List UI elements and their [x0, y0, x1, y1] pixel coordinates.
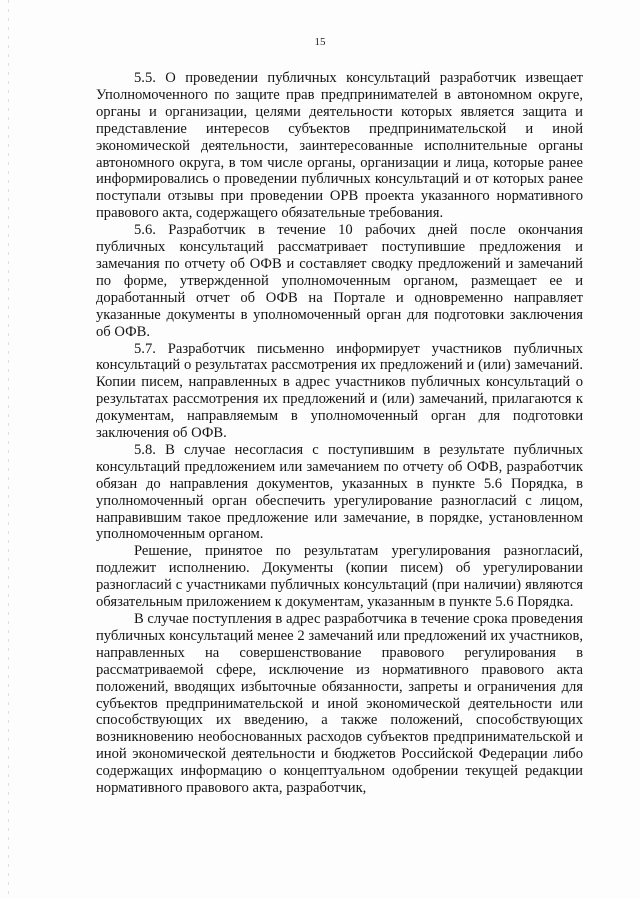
- paragraph-5-8: 5.8. В случае несогласия с поступившим в результате публичных консультаций предложением или замечанием по отчету об ОФВ, разработчик обязан до направления документов, указанных в пункте 5.6 Порядка, в уполномоченный орган обеспечить урегулирование разногласий с лицом, направившим такое предложение или замечание, в порядке, установленном уполномоченным органом.: [96, 441, 583, 543]
- paragraph-5-5: 5.5. О проведении публичных консультаций разработчик извещает Уполномоченного по защите прав предпринимателей в автономном округе, органы и организации, целями деятельности которых является защита и представление интересов субъектов предпринимательской и иной экономической деятельности, заинтересованные исполнительные органы автономного округа, в том числе органы, организации и лица, которые ранее информировались о проведении публичных консультаций и от которых ранее поступали отзывы при проведении ОРВ проекта указанного нормативного правового акта, содержащего обязательные требования.: [96, 70, 583, 222]
- document-body: [96, 70, 583, 797]
- paragraph-5-6: 5.6. Разработчик в течение 10 рабочих дней после окончания публичных консультаций рассматривает поступившие предложения и замечания по отчету об ОФВ и составляет сводку предложений и замечаний по форме, утвержденной уполномоченным органом, размещает ее и доработанный отчет об ОФВ на Портале и одновременно направляет указанные документы в уполномоченный орган для подготовки заключения об ОФВ.: [96, 222, 583, 340]
- paragraph-few-comments: В случае поступления в адрес разработчика в течение срока проведения публичных консультаций менее 2 замечаний или предложений их участников, направленных на совершенствование правового регулирования в рассматриваемой сфере, исключение из нормативного правового акта положений, вводящих избыточные обязанности, запреты и ограничения для субъектов предпринимательской и иной экономической деятельности или способствующих их введению, а также положений, способствующих возникновению необоснованных расходов субъектов предпринимательской и иной экономической деятельности и бюджетов Российской Федерации либо содержащих информацию о концептуальном одобрении текущей редакции нормативного правового акта, разработчик,: [96, 611, 583, 797]
- paragraph-5-7: 5.7. Разработчик письменно информирует участников публичных консультаций о результатах рассмотрения их предложений и (или) замечаний. Копии писем, направленных в адрес участников публичных консультаций о результатах рассмотрения их предложений и (или) замечаний, прилагаются к документам, направляемым в уполномоченный орган для подготовки заключения об ОФВ.: [96, 340, 583, 442]
- paragraph-decision: Решение, принятое по результатам урегулирования разногласий, подлежит исполнению. Документы (копии писем) об урегулировании разногласий с участниками публичных консультаций (при наличии) являются обязательным приложением к документам, указанным в пункте 5.6 Порядка.: [96, 543, 583, 611]
- page-number: 15: [314, 36, 326, 48]
- scan-edge-artifact: [8, 0, 9, 899]
